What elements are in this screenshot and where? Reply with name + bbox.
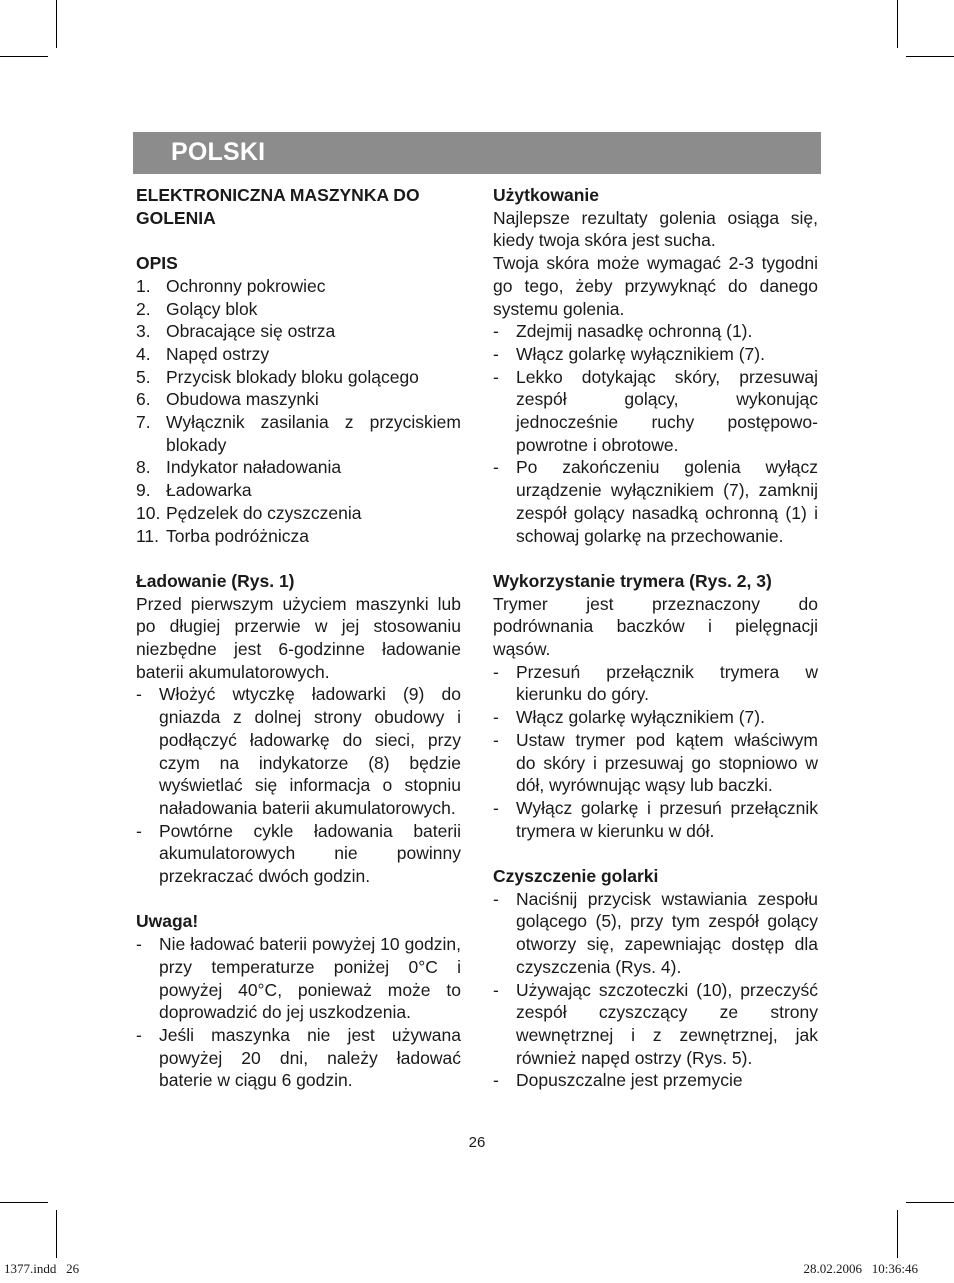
usage-heading: Użytkowanie <box>493 185 599 205</box>
crop-mark <box>0 1202 48 1203</box>
list-item: - Włącz golarkę wyłącznikiem (7). <box>493 343 818 366</box>
cleaning-list <box>493 888 818 1092</box>
footer-timestamp: 28.02.2006 10:36:46 <box>803 1261 918 1276</box>
list-item: - Nie ładować baterii powyżej 10 godzin, przy temperaturze poniżej 0°C i powyżej 40°C, ponieważ może to doprowadzić do jej uszkodzenia. <box>136 933 461 1024</box>
footer-file-info: 1377.indd 26 <box>4 1261 80 1276</box>
parts-list <box>136 275 461 547</box>
crop-mark <box>897 0 898 48</box>
crop-mark <box>897 1210 898 1258</box>
list-item: 4. Napęd ostrzy <box>136 343 270 364</box>
list-item: 9. Ładowarka <box>136 480 252 501</box>
description-heading: OPIS <box>136 253 178 274</box>
charging-intro: Przed pierwszym użyciem maszynki lub po długiej przerwie w jej stosowaniu niezbędne jest 6-godzinne ładowanie baterii akumulatorowych. <box>136 593 461 682</box>
language-title: POLSKI <box>171 138 266 166</box>
list-item: - Używając szczoteczki (10), przeczyść zespół czyszczący ze strony wewnętrznej i z zewnętrznej, jak również napęd ostrzy (Rys. 5). <box>493 979 818 1070</box>
list-item: 6. Obudowa maszynki <box>136 389 319 410</box>
list-item: - Zdejmij nasadkę ochronną (1). <box>493 320 818 343</box>
product-title: ELEKTRONICZNA MASZYNKA DO GOLENIA <box>136 185 420 228</box>
crop-mark <box>906 1202 954 1203</box>
crop-mark <box>56 1210 57 1258</box>
usage-paragraph: Najlepsze rezultaty golenia osiąga się, kiedy twoja skóra jest sucha. <box>493 207 818 251</box>
usage-list <box>493 320 818 547</box>
list-item: - Przesuń przełącznik trymera w kierunku do góry. <box>493 661 818 706</box>
list-item: - Powtórne cykle ładowania baterii akumulatorowych nie powinny przekraczać dwóch godzin. <box>136 820 461 888</box>
list-item: - Ustaw trymer pod kątem właściwym do skóry i przesuwaj go stopniowo w dół, wyrównując wąsy lub baczki. <box>493 729 818 797</box>
list-item: - Włącz golarkę wyłącznikiem (7). <box>493 706 818 729</box>
crop-mark <box>56 0 57 48</box>
warning-list <box>136 933 461 1092</box>
list-item: 8. Indykator naładowania <box>136 457 342 478</box>
list-item: 3. Obracające się ostrza <box>136 321 336 342</box>
trimmer-heading: Wykorzystanie trymera (Rys. 2, 3) <box>493 570 772 591</box>
charging-heading: Ładowanie (Rys. 1) <box>136 570 295 591</box>
list-item: - Lekko dotykając skóry, przesuwaj zespół golący, wykonując jednocześnie ruchy postępowo- powrotne i obrotowe. <box>493 366 818 457</box>
list-item: 7. Wyłącznik zasilania z przyciskiem blokady <box>136 412 461 455</box>
crop-mark <box>0 56 48 57</box>
list-item: - Włożyć wtyczkę ładowarki (9) do gniazda z dolnej strony obudowy i podłączyć ładowarkę do sieci, przy czym na indykatorze (8) będzie wyświetlać się informacja o stopniu naładowania baterii akumulatorowych. <box>136 683 461 819</box>
list-item: 10. Pędzelek do czyszczenia <box>136 502 362 523</box>
left-column <box>136 184 461 1092</box>
charging-list <box>136 683 461 887</box>
list-item: - Dopuszczalne jest przemycie <box>493 1069 818 1092</box>
warning-heading: Uwaga! <box>136 911 199 932</box>
trimmer-list <box>493 661 818 843</box>
cleaning-heading: Czyszczenie golarki <box>493 866 659 887</box>
list-item: - Jeśli maszynka nie jest używana powyżej 20 dni, należy ładować baterie w ciągu 6 godzin. <box>136 1024 461 1092</box>
right-column <box>493 184 818 1092</box>
usage-paragraph: Twoja skóra może wymagać 2-3 tygodni go tego, żeby przywyknąć do danego systemu golenia. <box>493 253 818 319</box>
list-item: 2. Golący blok <box>136 298 258 319</box>
trimmer-intro: Trymer jest przeznaczony do podrównania baczków i pielęgnacji wąsów. <box>493 593 818 660</box>
page-number: 26 <box>468 1134 486 1151</box>
language-banner <box>133 132 821 174</box>
list-item: - Po zakończeniu golenia wyłącz urządzenie wyłącznikiem (7), zamknij zespół golący nasadką ochronną (1) i schowaj golarkę na przechowanie. <box>493 456 818 547</box>
list-item: - Wyłącz golarkę i przesuń przełącznik trymera w kierunku w dół. <box>493 797 818 842</box>
list-item: 1. Ochronny pokrowiec <box>136 275 326 296</box>
crop-mark <box>906 56 954 57</box>
list-item: 11. Torba podróżnicza <box>136 525 309 546</box>
list-item: - Naciśnij przycisk wstawiania zespołu golącego (5), przy tym zespół golący otworzy się, zapewniając dostęp dla czyszczenia (Rys. 4). <box>493 888 818 979</box>
list-item: 5. Przycisk blokady bloku golącego <box>136 366 419 387</box>
